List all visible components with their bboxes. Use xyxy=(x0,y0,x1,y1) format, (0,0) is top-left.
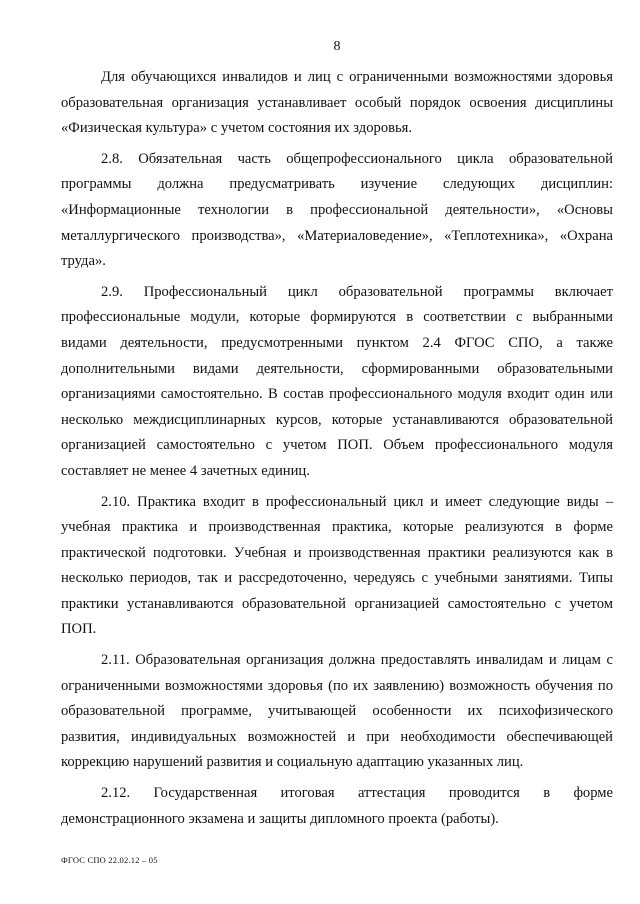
paragraph-2-10: 2.10. Практика входит в профессиональный цикл и имеет следующие виды – учебная практика и производственная практика, которые реализуются в форме практической подготовки. Учебная и производственная практики реализуются как в несколько периодов, так и рассредоточенно, чередуясь с учебными занятиями. Типы практики устанавливаются образовательной организацией самостоятельно с учетом ПОП. xyxy=(61,493,613,638)
paragraph-2-12: 2.12. Государственная итоговая аттестация проводится в форме демонстрационного экзамена и защиты дипломного проекта (работы). xyxy=(61,785,613,827)
paragraph-intro: Для обучающихся инвалидов и лиц с ограниченными возможностями здоровья образовательная организация устанавливает особый порядок освоения дисциплины «Физическая культура» с учетом состояния их здоровья. xyxy=(61,69,613,137)
page-number: 8 xyxy=(333,39,341,54)
footer-document-code: ФГОС СПО 22.02.12 – 05 xyxy=(61,855,158,865)
paragraph-2-11: 2.11. Образовательная организация должна предоставлять инвалидам и лицам с ограниченными возможностями здоровья (по их заявлению) возможность обучения по образовательной программе, учитывающей особенности их психофизического развития, индивидуальных возможностей и при необходимости обеспечивающей коррекцию нарушений развития и социальную адаптацию указанных лиц. xyxy=(61,652,613,771)
paragraph-2-8: 2.8. Обязательная часть общепрофессионального цикла образовательной программы должна предусматривать изучение следующих дисциплин: «Информационные технологии в профессиональной деятельности», «Основы металлургического производства», «Материаловедение», «Теплотехника», «Охрана труда». xyxy=(61,150,613,270)
paragraph-2-9: 2.9. Профессиональный цикл образовательной программы включает профессиональные модули, которые формируются в соответствии с выбранными видами деятельности, предусмотренными пунктом 2.4 ФГОС СПО, а также дополнительными видами деятельности, сформированными образовательными организациями самостоятельно. В состав профессионального модуля входит один или несколько междисциплинарных курсов, которые устанавливаются образовательной организацией самостоятельно с учетом ПОП. Объем профессионального модуля составляет не менее 4 зачетных единиц. xyxy=(61,283,613,479)
